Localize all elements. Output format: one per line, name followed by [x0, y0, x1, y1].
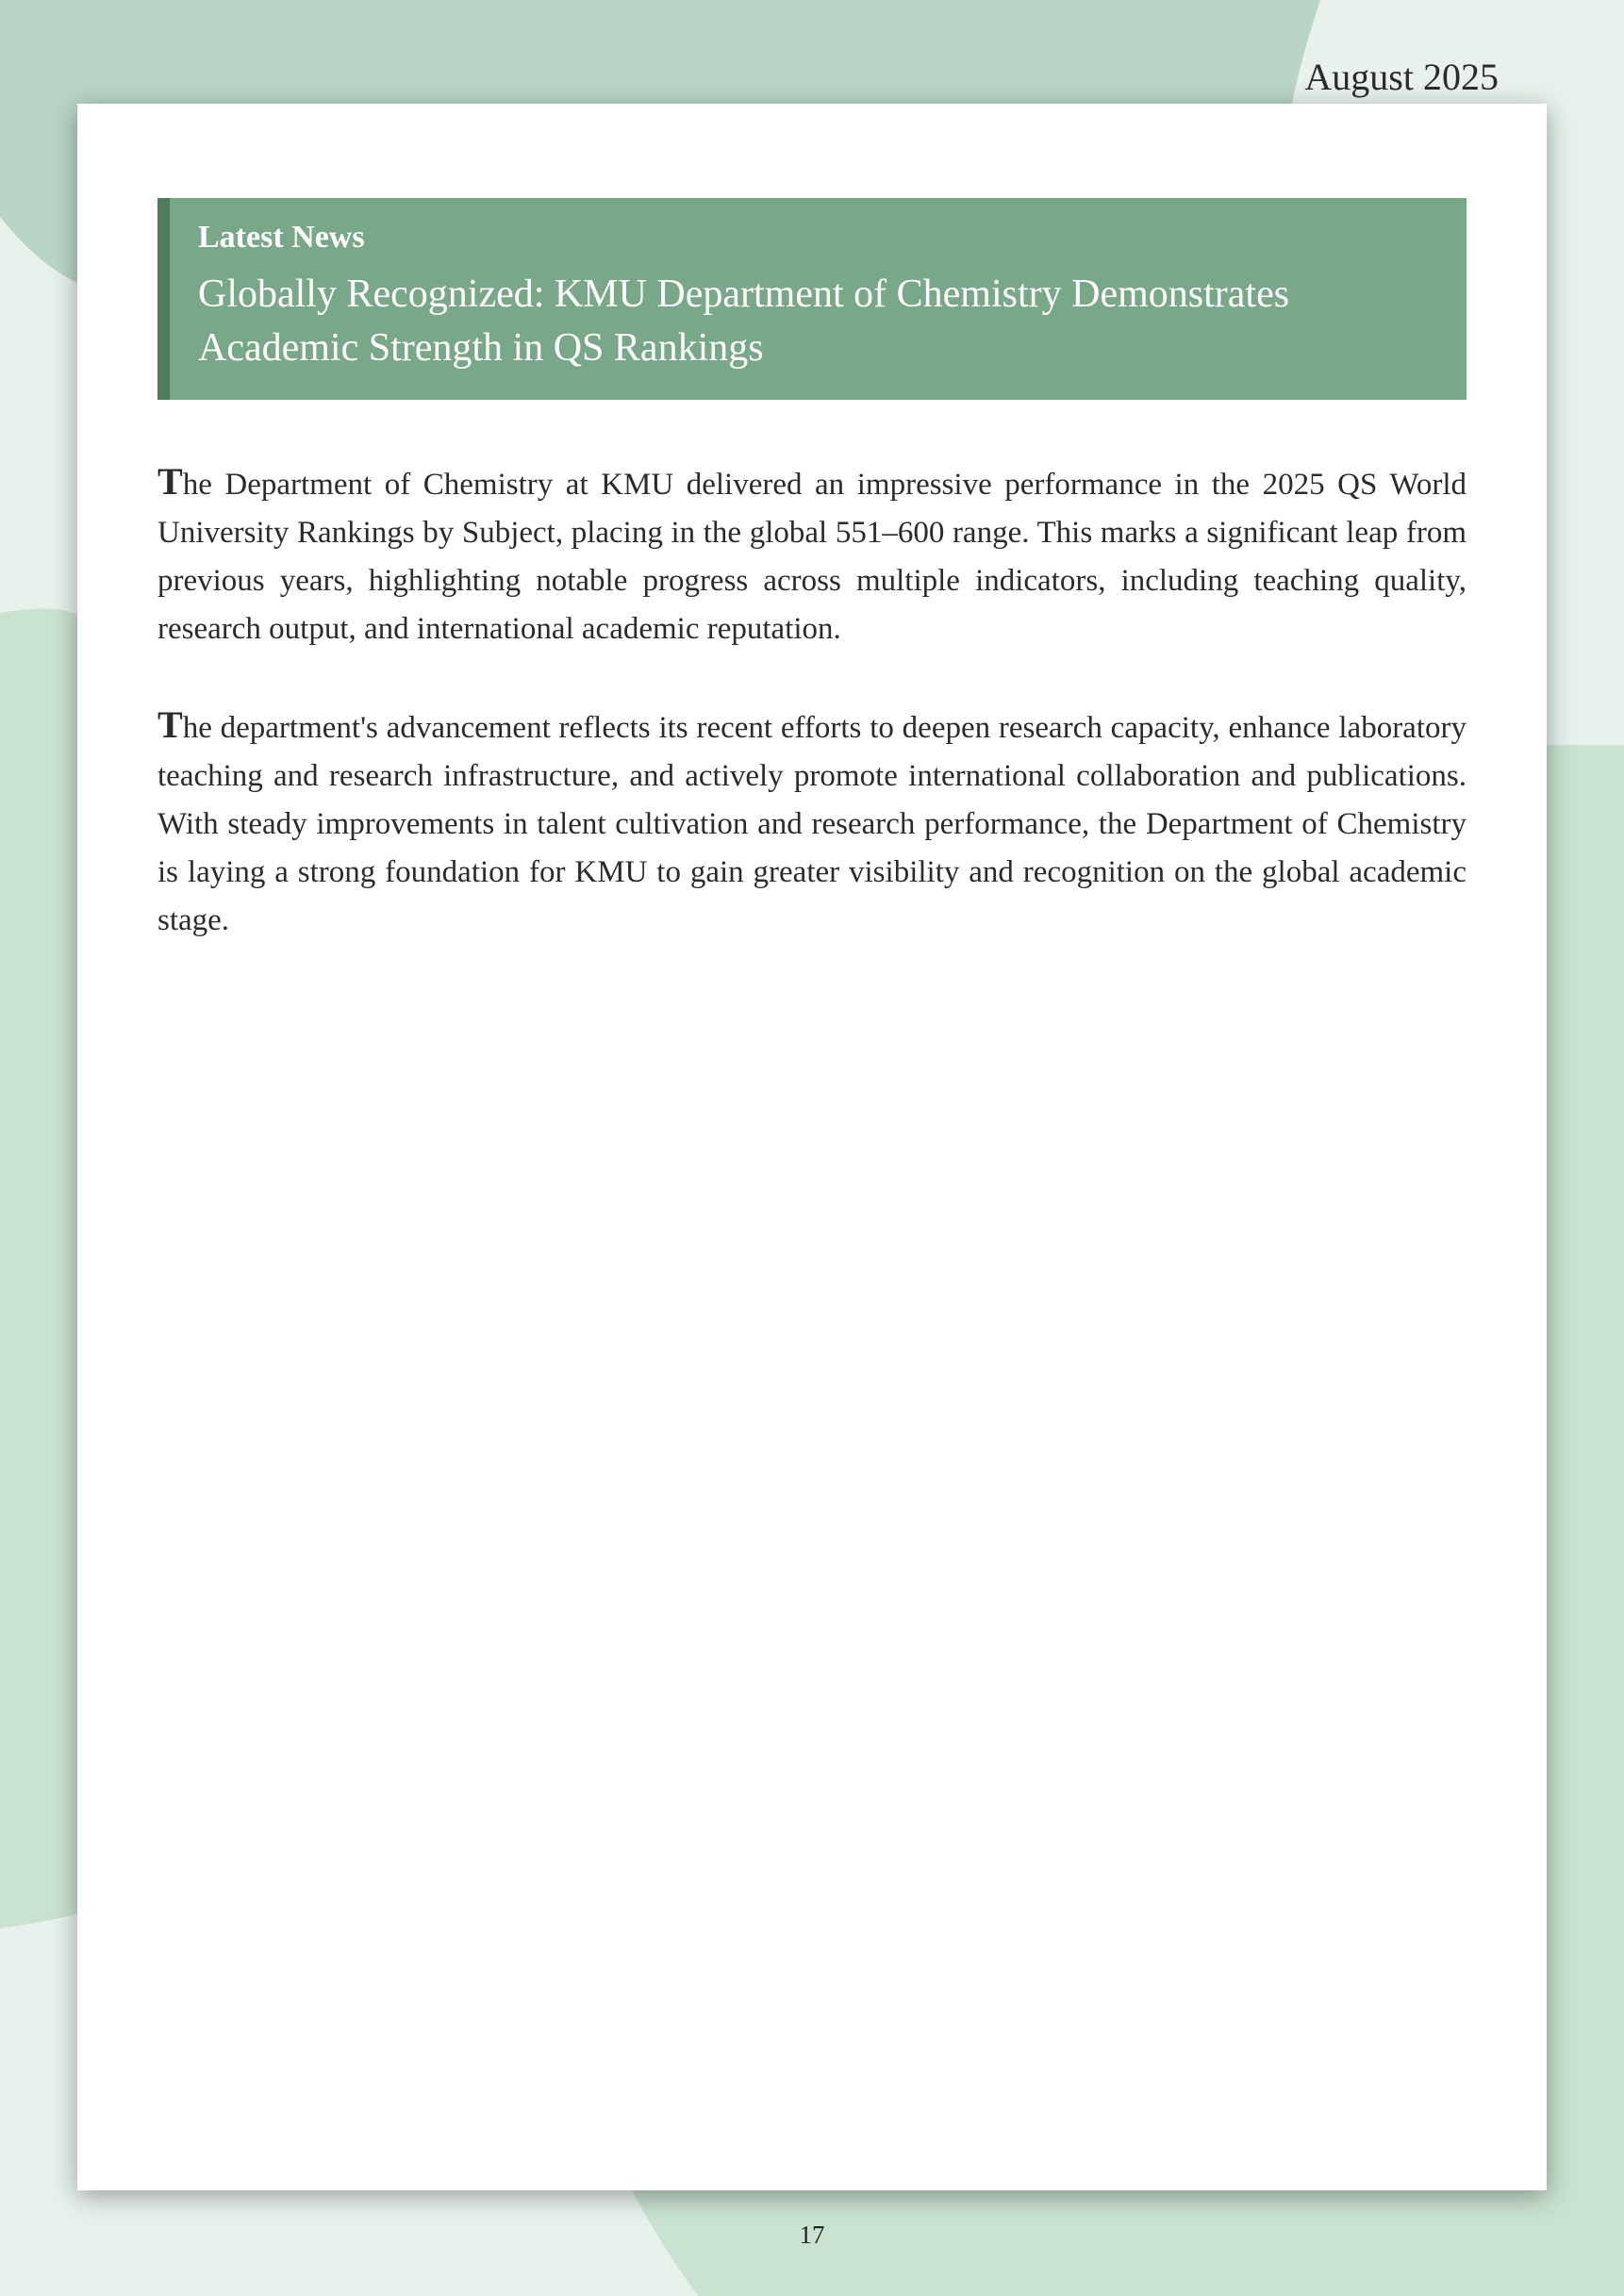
issue-date: August 2025	[1304, 56, 1499, 98]
paragraph-text: he department's advancement reflects its recent efforts to deepen research capacity, enhance laboratory teaching and research infrastructure, and actively promote international collaboration and publications. With steady improvements in talent cultivation and research performance, the Department of Chemistry is laying a strong foundation for KMU to gain greater visibility and recognition on the global academic stage.	[157, 711, 1467, 937]
page-number: 17	[799, 2221, 825, 2249]
news-title-line-2: Academic Strength in QS Rankings	[198, 326, 764, 370]
page-sheet	[77, 104, 1547, 2190]
paragraph-text: he Department of Chemistry at KMU delivered an impressive performance in the 2025 QS World University Rankings by Subject, placing in the global 551–600 range. This marks a significant leap from previous years, highlighting notable progress across multiple indicators, including teaching quality, research output, and international academic reputation.	[157, 468, 1467, 646]
drop-cap: T	[157, 703, 183, 746]
news-banner	[157, 198, 1467, 400]
news-title	[198, 268, 1467, 375]
article-paragraph-2	[157, 701, 1467, 945]
article-paragraph-1	[157, 457, 1467, 653]
news-label: Latest News	[198, 220, 365, 255]
drop-cap: T	[157, 460, 183, 503]
article-body	[157, 457, 1467, 992]
news-title-line-1: Globally Recognized: KMU Department of Chemistry Demonstrates	[198, 273, 1290, 316]
